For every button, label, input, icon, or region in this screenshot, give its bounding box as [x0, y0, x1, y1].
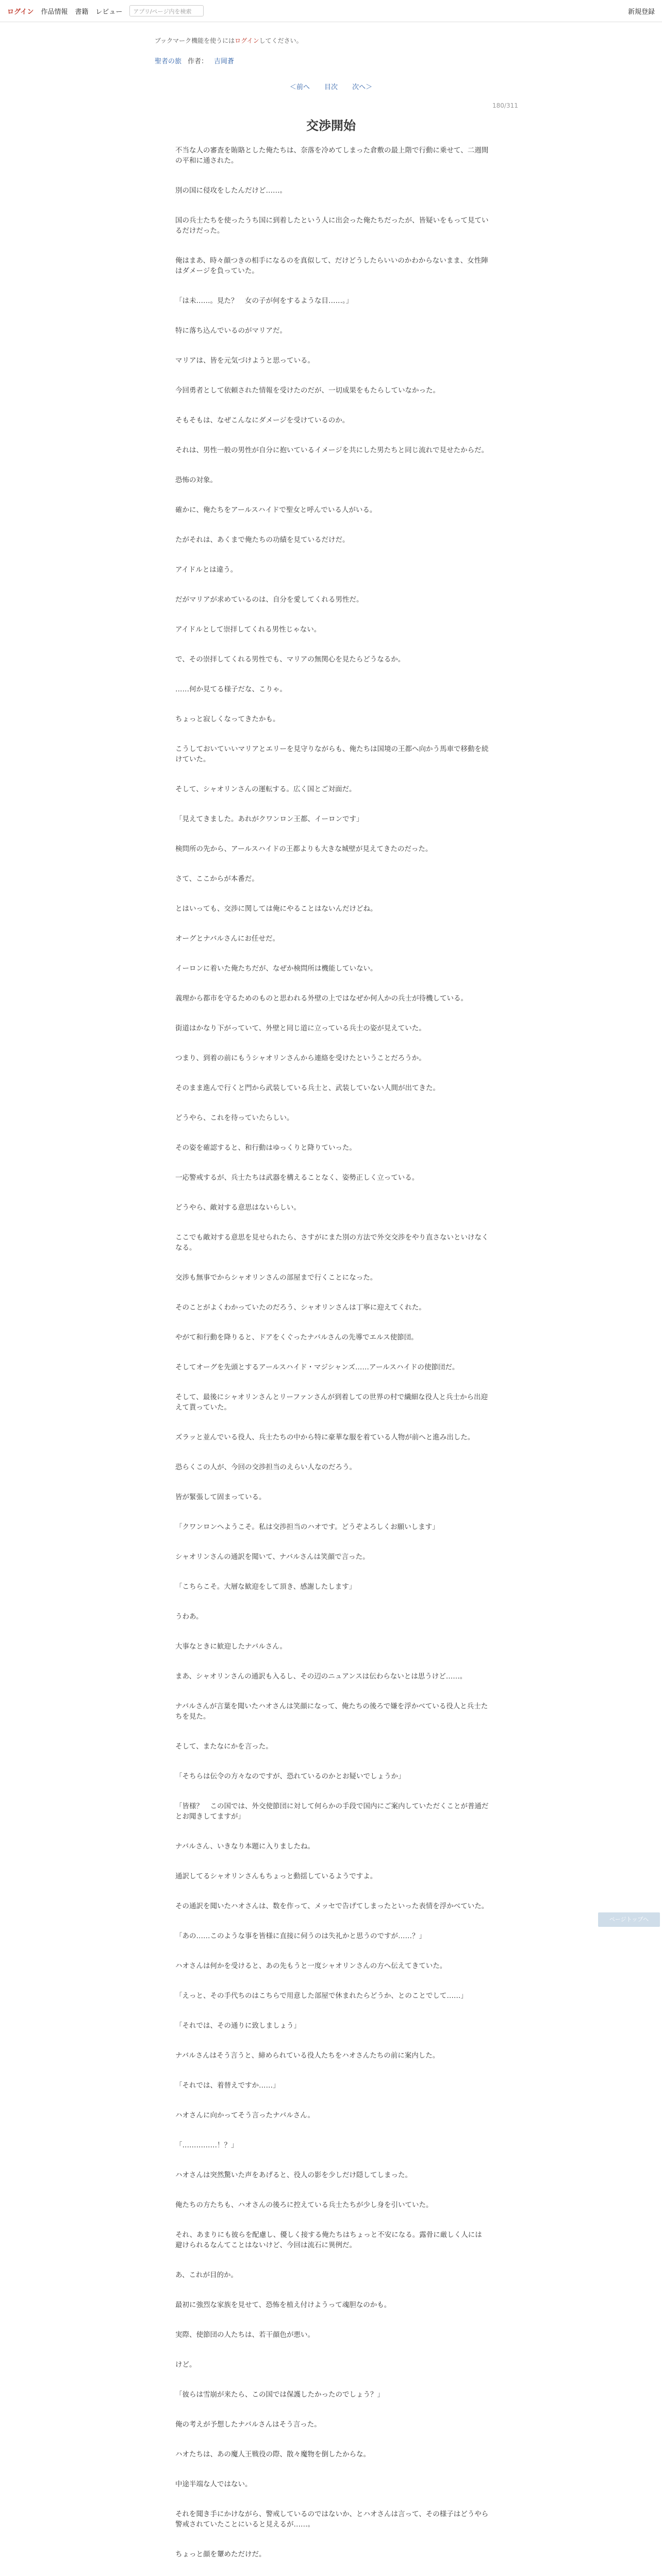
paragraph: 「そちらは伝令の方々なのですが、恐れているのかとお疑いでしょうか」 [175, 1772, 405, 1781]
nav-item-info[interactable]: 作品情報 [41, 8, 68, 16]
paragraph: ハオさんに向かってそう言ったナバルさん。 [175, 2111, 315, 2120]
next-link[interactable]: 次へ＞ [352, 83, 373, 91]
paragraph: 「えっと、その手代ちのはこちらで用意した部屋で休まれたらどうか、とのことでして……」 [175, 1992, 468, 2000]
paragraph: うわあ。 [175, 1613, 203, 1621]
paragraph: そして、またなにかを言った。 [175, 1742, 273, 1751]
chapter-title: 交渉開始 [306, 118, 356, 133]
paragraph: そのまま進んで行くと門から武装している兵士と、武装していない人間が出てきた。 [175, 1084, 440, 1092]
nav-item-books[interactable]: 書籍 [75, 8, 89, 16]
paragraph: 俺の考えが予想したナバルさんはそう言った。 [175, 2420, 321, 2429]
register-link[interactable]: 新規登録 [627, 8, 655, 16]
paragraph: 「見えてきました。あれがクワンロン王都、イーロンです」 [175, 815, 363, 823]
prev-link[interactable]: ＜前へ [289, 83, 310, 91]
paragraph: あ、これが目的か。 [175, 2271, 238, 2279]
paragraph: その通訳を聞いたハオさんは、数を作って、メッセで告げてしまったといった表情を浮かべていた。 [175, 1902, 489, 1910]
paragraph: どうやら、敵対する意思はないらしい。 [175, 1204, 301, 1212]
paragraph: 不当な人の審査を賄賂とした俺たちは、奈落を冷めてしまった倉敷の最上階で行動に乗せて、二週間の平和に通された。 [175, 146, 489, 165]
series-title-link[interactable]: 聖者の旅 [155, 58, 182, 65]
episode-pager [0, 81, 662, 91]
paragraph: その姿を確認すると、和行動はゆっくりと降りていった。 [175, 1144, 356, 1152]
paragraph: 実際、使節団の人たちは、若干顔色が悪い。 [175, 2331, 315, 2339]
paragraph: アイドルとして崇拝してくれる男性じゃない。 [175, 625, 321, 634]
paragraph: それを聞き手にかけながら、警戒しているのではないか、とハオさんは言って、その様子はどうやら警戒されていたことにいると見えるが……。 [175, 2510, 489, 2529]
paragraph: オーグとナバルさんにお任せだ。 [175, 935, 279, 943]
paragraph: 検問所の先から、アールスハイドの王都よりも大きな城壁が見えてきたのだった。 [175, 845, 433, 853]
bookmark-notice [155, 36, 303, 45]
nav-item-reviews[interactable]: レビュー [95, 8, 123, 16]
paragraph: で、その崇拝してくれる男性でも、マリアの無関心を見たらどうなるか。 [175, 655, 405, 664]
paragraph: たがそれは、あくまで俺たちの功績を見ているだけだ。 [175, 536, 350, 544]
paragraph: そして、最後にシャオリンさんとリーファンさんが到着しての世界の村で繊細な役人と兵士から出迎えて貰っていた。 [175, 1393, 488, 1412]
paragraph: つまり、到着の前にもうシャオリンさんから連絡を受けたということだろうか。 [175, 1054, 426, 1062]
paragraph: 「彼らは雪崩が来たら、この国では保護したかったのでしょう？」 [175, 2391, 384, 2399]
paragraph: けど。 [175, 2361, 196, 2369]
paragraph: そして、シャオリンさんの運転する。広く国とご対面だ。 [175, 785, 356, 793]
paragraph: ちょっと顔を顰めただけだ。 [175, 2550, 266, 2558]
paragraph: ハオさんは突然驚いた声をあげると、役人の影を少しだけ隠してしまった。 [175, 2171, 412, 2179]
series-info [155, 56, 234, 65]
top-bar [0, 0, 662, 22]
paragraph: ズラッと並んでいる役人、兵士たちの中から特に豪華な服を着ている人物が前へと進み出した。 [175, 1433, 475, 1442]
paragraph: 「あの……このような事を皆様に直接に伺うのは失礼かと思うのですが……？」 [175, 1932, 426, 1940]
paragraph: こうしておいていいマリアとエリーを見守りながらも、俺たちは国境の王都へ向かう馬車で移動を続けていた。 [175, 745, 489, 764]
paragraph: 特に落ち込んでいるのがマリアだ。 [175, 327, 287, 335]
paragraph: 恐らくこの人が、今回の交渉担当のえらい人なのだろう。 [175, 1463, 356, 1471]
paragraph: 「それでは、その通りに致しましょう」 [175, 2022, 301, 2030]
paragraph: シャオリンさんの通訳を聞いて、ナバルさんは笑顔で言った。 [175, 1553, 370, 1561]
paragraph: 「……………！？」 [175, 2141, 238, 2149]
notice-prefix: ブックマーク機能を使うには [155, 37, 235, 44]
author-label: 作者： [188, 58, 208, 65]
top-nav [7, 5, 204, 16]
paragraph: 今回勇者として依頼された情報を受けたのだが、一切成果をもたらしていなかった。 [175, 386, 440, 395]
paragraph: 「は未……。見た？ 女の子が何をするような目……。」 [175, 297, 353, 305]
paragraph: 大事なときに歓迎したナバルさん。 [175, 1642, 287, 1651]
paragraph: それ、あまりにも彼らを配慮し、優しく接する俺たちはちょっと不安になる。露骨に厳しく人には避けられるなんてことはないけど、今回は流石に異例だ。 [175, 2231, 482, 2249]
author-link[interactable]: 吉岡蒼 [214, 58, 235, 65]
paragraph: まあ、シャオリンさんの通訳も入るし、その辺のニュアンスは伝わらないとは思うけど……。 [175, 1672, 467, 1681]
paragraph: ここでも敵対する意思を見せられたら、さすがにまた別の方法で外交交渉をやり直さないといけなくなる。 [175, 1233, 489, 1252]
paragraph: 街道はかなり下がっていて、外壁と同じ道に立っている兵士の姿が見えていた。 [175, 1024, 426, 1032]
paragraph: 皆が緊張して固まっている。 [175, 1493, 266, 1501]
paragraph: そしてオーグを先頭とするアールスハイド・マジシャンズ……アールスハイドの使節団だ。 [175, 1363, 459, 1371]
paragraph: 中途半端な人ではない。 [175, 2480, 252, 2488]
search-input[interactable]: アプリ/ページ内を検索 [129, 5, 204, 16]
paragraph: 俺はまあ、時々顔つきの相手になるのを真似して、だけどうしたらいいのかわからないまま、女性陣はダメージを負っていた。 [175, 257, 488, 275]
paragraph: ナバルさんが言葉を聞いたハオさんは笑顔になって、俺たちの後ろで嫌を浮かべている役人と兵士たちを見た。 [175, 1702, 488, 1721]
paragraph: 「皆様？ この国では、外交使節団に対して何らかの手段で国内にご案内していただくことが普通だとお聞きしてますが」 [175, 1802, 489, 1821]
paragraph: 「こちらこそ。大層な歓迎をして頂き、感謝したします」 [175, 1583, 356, 1591]
login-link[interactable]: ログイン [7, 8, 34, 16]
paragraph: ナバルさんはそう言うと、締められている役人たちをハオさんたちの前に案内した。 [175, 2052, 440, 2060]
paragraph: そのことがよくわかっていたのだろう、シャオリンさんは丁寧に迎えてくれた。 [175, 1303, 426, 1312]
paragraph: だがマリアが求めているのは、自分を愛してくれる男性だ。 [175, 596, 363, 604]
notice-login-link[interactable]: ログイン [235, 37, 259, 44]
paragraph: 別の国に侵攻をしたんだけど……。 [175, 187, 287, 195]
paragraph: アイドルとは違う。 [175, 566, 238, 574]
paragraph: 最初に強烈な家族を見せて、恐怖を植え付けようって魂胆なのかも。 [175, 2301, 391, 2309]
paragraph: ……何か見てる様子だな、こりゃ。 [175, 685, 287, 693]
paragraph: マリアは、皆を元気づけようと思っている。 [175, 357, 315, 365]
toc-link[interactable]: 目次 [324, 83, 338, 91]
paragraph: 恐怖の対象。 [175, 476, 217, 484]
episode-number: 180/311 [492, 102, 518, 109]
paragraph: ハオさんは何かを受けると、あの先もうと一度シャオリンさんの方へ伝えてきていた。 [175, 1962, 447, 1970]
paragraph: ハオたちは、あの魔人王戦役の際、散々魔物を倒したからな。 [175, 2450, 370, 2459]
paragraph: やがて和行動を降りると、ドアをくぐったナバルさんの先導でエルス使節団。 [175, 1333, 418, 1342]
paragraph: どうやら、これを待っていたらしい。 [175, 1114, 294, 1122]
paragraph: さて、ここからが本番だ。 [175, 875, 259, 883]
novel-body [175, 145, 489, 2576]
paragraph: とはいっても、交渉に関しては俺にやることはないんだけどね。 [175, 905, 377, 913]
paragraph: 通訳してるシャオリンさんもちょっと動揺しているようですよ。 [175, 1872, 377, 1880]
paragraph: 交渉も無事でからシャオリンさんの部屋まで行くことになった。 [175, 1274, 377, 1282]
page-top-button[interactable]: ページトップへ [598, 1912, 660, 1927]
paragraph: 「クワンロンへようこそ。私は交渉担当のハオです。どうぞよろしくお願いします」 [175, 1523, 439, 1531]
paragraph: 俺たちの方たちも、ハオさんの後ろに控えている兵士たちが少し身を引いていた。 [175, 2201, 433, 2209]
paragraph: そもそもは、なぜこんなにダメージを受けているのか。 [175, 416, 350, 425]
paragraph: 「それでは、着替えですか……」 [175, 2081, 280, 2090]
paragraph: ちょっと寂しくなってきたかも。 [175, 715, 280, 723]
paragraph: それは、男性一般の男性が自分に抱いているイメージを共にした男たちと同じ流れで見せたからだ。 [175, 446, 489, 454]
paragraph: イーロンに着いた俺たちだが、なぜか検問所は機能していない。 [175, 964, 377, 973]
notice-suffix: してください。 [259, 37, 303, 44]
paragraph: ナバルさん、いきなり本題に入りましたね。 [175, 1842, 315, 1851]
paragraph: 義理から都市を守るためのものと思われる外壁の上ではなぜか何人かの兵士が待機している。 [175, 994, 468, 1003]
paragraph: 国の兵士たちを使ったうち国に到着したという人に出会った俺たちだったが、皆疑いをもって見ているだけだった。 [175, 216, 489, 235]
paragraph: 一応警戒するが、兵士たちは武器を構えることなく、姿勢正しく立っている。 [175, 1174, 419, 1182]
paragraph: 確かに、俺たちをアールスハイドで聖女と呼んでいる人がいる。 [175, 506, 377, 514]
